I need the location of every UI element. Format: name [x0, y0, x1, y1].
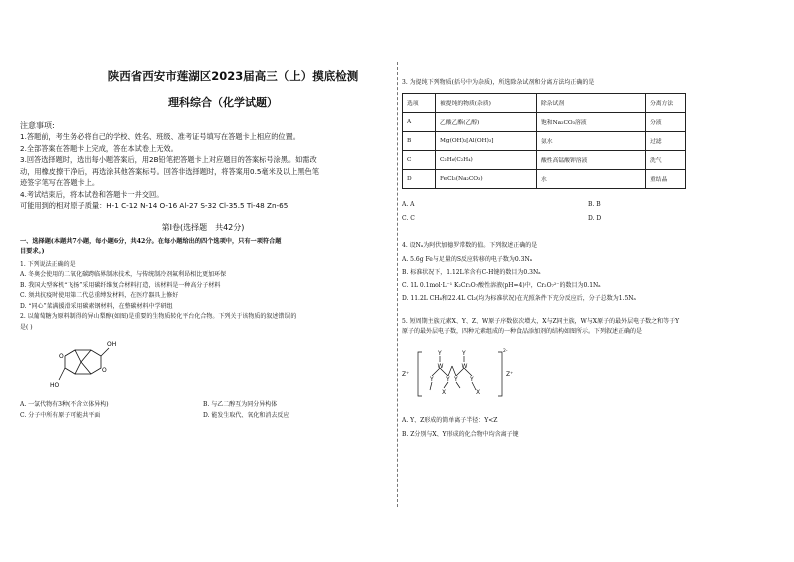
mol-oh-top: OH	[107, 341, 117, 348]
option-c: C. 须共抗疫时使用第二代总重缚发材料，在医疗器具上修好	[20, 292, 179, 299]
option-a: A. A	[402, 200, 415, 208]
struct-y: Y	[462, 349, 466, 357]
table-cell: A	[403, 112, 436, 131]
notice-line: 3.回答选择题时，选出每小题答案后，用2B铅笔把答题卡上对应题目的答案标号涂黑。如需改	[20, 155, 317, 164]
option-d: D. 能发生取代、氧化和消去反应	[203, 412, 290, 419]
table-cell: D	[403, 169, 436, 188]
additive-structure	[402, 344, 522, 404]
question-stem: 2. 以葡萄糖为原料制得的异山梨醇(如图)是重要的生物质转化平台化合物。下列关于该物质的叙述错误的	[20, 313, 297, 320]
struct-z-right: Z⁺	[506, 370, 514, 378]
option-a: A. 一氯代物有3种(不含立体异构)	[20, 401, 109, 408]
option-row	[20, 410, 386, 421]
table-cell: 过滤	[646, 131, 686, 150]
option-b: B. Z分别与X、Y形成的化合物中均含离子键	[402, 430, 519, 438]
option-row	[20, 399, 386, 410]
table-cell: 重结晶	[646, 169, 686, 188]
mol-o-bottom: O	[102, 367, 107, 374]
question-stem: 3. 为提纯下列物质(括号中为杂质)，所选除杂试剂和分离方法均正确的是	[402, 79, 595, 86]
question-stem: 5. 短周期主族元素X、Y、Z、W原子序数依次增大，X与Z同主族，W与X原子的最外层电子数之和等于Y	[402, 317, 680, 325]
option-a: A. Y、Z形成的简单离子半径：Y<Z	[402, 416, 498, 424]
question-stem: 是( )	[20, 323, 33, 331]
question-stem: 4. 设Nₐ为阿伏加德罗常数的值。下列叙述正确的是	[402, 241, 538, 249]
notice-heading: 注意事项:	[20, 121, 55, 130]
exam-subtitle: 理科综合（化学试题）	[168, 96, 278, 109]
option-row	[402, 213, 774, 225]
struct-w: W	[461, 362, 468, 370]
option-row	[402, 197, 774, 213]
option-d: D. “同心”菜满援滑采用碳素钢材料，在整碳材料中学研组	[20, 302, 173, 310]
table-cell: 氨水	[537, 131, 646, 150]
table-header-cell: 选项	[403, 93, 436, 112]
mol-oh-bottom: HO	[50, 382, 60, 389]
purification-table	[402, 93, 686, 189]
struct-y: Y	[470, 375, 474, 383]
table-cell: 酸性高锰酸钾溶液	[537, 150, 646, 169]
table-cell: FeCl₃(Na₂CO₃)	[436, 169, 537, 188]
atomic-mass-line: 可能用到的相对原子质量：H-1 C-12 N-14 O-16 Al-27 S-32 Cl-35.5 Ti-48 Zn-65	[20, 201, 289, 210]
table-cell: 洗气	[646, 150, 686, 169]
question-1	[20, 260, 386, 313]
option-c: C. 分子中所有原子可能共平面	[20, 412, 101, 419]
question-3	[402, 78, 774, 225]
table-cell: C	[403, 150, 436, 169]
option-c: C. 1L 0.1mol·L⁻¹ K₂Cr₂O₇酸性溶液(pH=4)中，Cr₂O₇²⁻的数目为0.1Nₐ	[402, 281, 601, 289]
question-4	[402, 239, 774, 305]
table-row	[403, 150, 686, 169]
table-header-cell: 被提纯的物质(杂质)	[436, 93, 537, 112]
option-d: D. 11.2L CH₄和22.4L Cl₂(均为标准状况)在光照条件下充分反应后，分子总数为1.5Nₐ	[402, 294, 636, 302]
table-cell: 饱和Na₂CO₃溶液	[537, 112, 646, 131]
struct-y: Y	[438, 349, 442, 357]
table-cell: 分液	[646, 112, 686, 131]
table-cell: Mg(OH)₂[Al(OH)₃]	[436, 131, 537, 150]
exam-title: 陕西省西安市莲湖区2023届高三（上）摸底检测	[107, 69, 359, 83]
section-title: 第Ⅰ卷(选择题 共42分)	[161, 222, 245, 232]
table-row	[403, 112, 686, 131]
struct-z-left: Z⁺	[402, 370, 410, 378]
notice-line: 1.答题前，考生务必将自己的学校、姓名、班级、准考证号填写在答题卡上相应的位置。	[20, 132, 300, 141]
column-divider	[397, 62, 398, 507]
isosorbide-structure	[45, 336, 125, 390]
section-intro: 一、选择题(本题共7小题，每小题6分，共42分。在每小题给出的四个选项中，只有一项符合题 目要求。)	[20, 237, 282, 255]
notice-line: 2.全部答案在答题卡上完成，答在本试卷上无效。	[20, 143, 178, 153]
mol-o-top: O	[59, 353, 64, 360]
option-b: B. 标准状况下，1.12L苯含有C-H键的数目为0.3Nₐ	[402, 268, 541, 276]
notice-line: 迹签字笔写在答题卡上。	[20, 178, 100, 187]
table-row	[403, 169, 686, 188]
table-cell: C₂H₆(C₂H₄)	[436, 150, 537, 169]
table-header-cell: 除杂试剂	[537, 93, 646, 112]
option-a: A. 5.6g Fe与足量的S反应转移的电子数为0.3Nₐ	[402, 255, 533, 263]
right-column	[402, 78, 774, 442]
table-cell: 乙酸乙酯(乙醇)	[436, 112, 537, 131]
struct-y: Y	[446, 375, 450, 383]
table-cell: 水	[537, 169, 646, 188]
option-b: B. B	[588, 200, 601, 208]
struct-y: Y	[454, 375, 458, 383]
left-column	[20, 62, 386, 421]
notice-line: 4.考试结束后，将本试卷和答题卡一并交回。	[20, 189, 164, 199]
struct-y: Y	[430, 375, 434, 383]
table-header-cell: 分离方法	[646, 93, 686, 112]
option-c: C. C	[402, 214, 415, 222]
notice-line: 动，用橡皮擦干净后，再选涂其他答案标号。回答非选择题时，将答案用0.5毫米及以上黑色笔	[20, 166, 319, 176]
struct-x: X	[442, 388, 447, 396]
question-2	[20, 312, 386, 421]
option-b: B. 与乙二醇互为同分异构体	[203, 401, 278, 408]
struct-w: W	[437, 362, 444, 370]
question-5	[402, 317, 774, 442]
option-b: B. 我国大型客机“飞扬”采用碳纤维复合材料打造，该材料是一种高分子材料	[20, 281, 221, 289]
table-row	[403, 131, 686, 150]
option-a: A. 冬奥会使用的二氧化碳跨临界制冰技术，与传统制冷剂氟利昂相比更加环保	[20, 271, 227, 278]
table-cell: B	[403, 131, 436, 150]
question-stem: 1. 下列说法正确的是	[20, 260, 76, 268]
notice-block	[20, 131, 386, 212]
struct-x: X	[476, 388, 481, 396]
option-d: D. D	[588, 214, 602, 222]
question-stem: 原子的最外层电子数，四种元素组成的一种食品添加剂的结构如图所示。下列叙述正确的是	[402, 328, 643, 335]
table-header-row	[403, 93, 686, 112]
struct-charge: 2-	[503, 348, 508, 354]
